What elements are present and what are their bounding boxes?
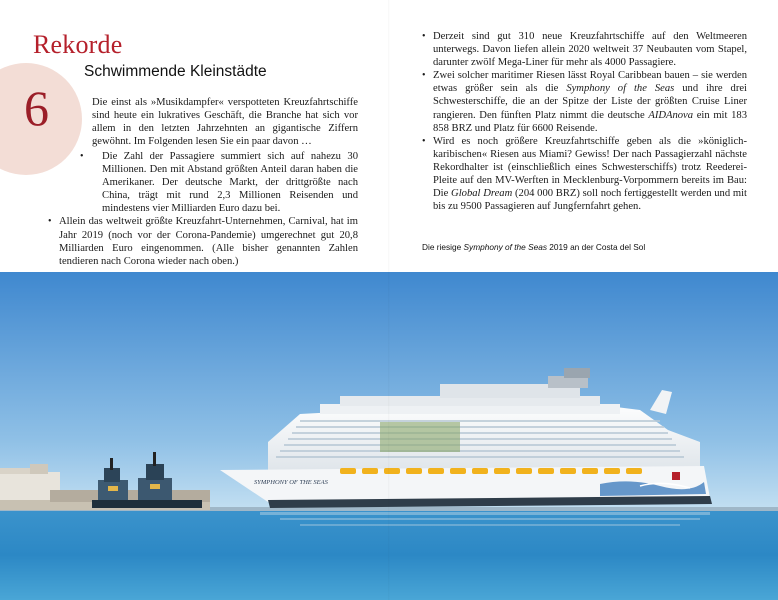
- ship-name-italic: AIDAnova: [648, 109, 694, 121]
- intro-text: Die einst als »Musikdampfer« verspotteten Kreuzfahrtschiffe sind heute ein lukratives Geschäft, die Branche hat sich vor allem in den letzten Jahrzehnten an gigantische Ziffern gewöhnt. Im Folgenden lesen Sie ein paar davon …: [92, 97, 358, 148]
- right-page: [389, 0, 778, 272]
- ship-hull-name: SYMPHONY OF THE SEAS: [254, 479, 328, 486]
- list-item: [422, 135, 747, 214]
- bullet-icon: •: [48, 216, 52, 228]
- bullet-text-part: (204 000 BRZ) soll noch fertiggestellt werden und mit bis zu 9500 Passagieren auf Jungfernfahrt gehen.: [433, 188, 747, 213]
- bullet-text-part: Zwei solcher maritimer Riesen lässt Royal Caribbean bauen – sie werden etwas größer sein als die: [433, 70, 747, 95]
- bullet-text: Die Zahl der Passagiere summiert sich auf nahezu 30 Millionen. Den mit Abstand größten Anteil daran haben die Amerikaner. Der deutsche Markt, der drittgrößte nach China, trägt mit rund 2,3 Millionen Reisenden und mindestens vier Milliarden Euro dazu bei.: [102, 151, 358, 215]
- bullet-icon: •: [80, 151, 84, 162]
- chapter-number: 6: [24, 80, 49, 136]
- left-page: [0, 0, 389, 272]
- right-bullet-list: [422, 30, 747, 213]
- bullet-text: Allein das weltweit größte Kreuzfahrt-Unternehmen, Carnival, hat im Jahr 2019 (noch vor der Corona-Pandemie) umgerechnet gut 20,8 Milliarden Euro eingenommen. (Alle bisher genannten Zahlen tendieren nach Corona wieder nach oben.): [59, 216, 358, 267]
- section-subtitle: Schwimmende Kleinstädte: [84, 63, 267, 80]
- photo-caption: [422, 242, 645, 252]
- caption-text: Die riesige: [422, 242, 464, 252]
- book-gutter: [388, 0, 390, 600]
- list-item: [422, 30, 747, 69]
- bullet-text-part: und ihre drei Schwesterschiffe, die an der Spitze der Liste der größten Cruise Liner rangieren. Den fünften Platz nimmt die deutsche: [433, 83, 747, 121]
- ship-name-italic: Global Dream: [451, 188, 513, 200]
- left-bullet-list: [48, 150, 358, 268]
- list-item: [48, 150, 358, 215]
- list-item: [48, 215, 358, 267]
- bullet-icon: •: [422, 135, 426, 147]
- bullet-icon: •: [422, 31, 426, 42]
- bullet-icon: •: [422, 70, 426, 82]
- caption-ship-name: Symphony of the Seas: [463, 242, 547, 252]
- chapter-title: Rekorde: [33, 30, 123, 59]
- caption-text: 2019 an der Costa del Sol: [547, 242, 646, 252]
- bullet-text-part: ein mit 183 858 BRZ und Platz für 6600 Reisende.: [433, 109, 747, 134]
- ship-name-italic: Symphony of the Seas: [566, 83, 675, 95]
- intro-paragraph: [92, 96, 358, 148]
- bullet-text: Derzeit sind gut 310 neue Kreuzfahrtschiffe auf den Weltmeeren unterwegs. Davon liefen allein 2020 weltweit 37 Neubauten vom Stapel, darunter zwölf Mega-Liner für mehr als 4000 Passagiere.: [433, 31, 747, 69]
- list-item: [422, 69, 747, 134]
- bullet-text-part: Wird es noch größere Kreuzfahrtschiffe geben als die »königlich-karibischen« Riesen aus Miami? Gewiss! Der nach Passagierzahl nächste Rekordhalter ist (einschließlich eines Schwesterschiffs) trotz Reederei-Pleite auf den MV-Werften in Mecklenburg-Vorpommern bereits im Bau: Die: [433, 135, 747, 200]
